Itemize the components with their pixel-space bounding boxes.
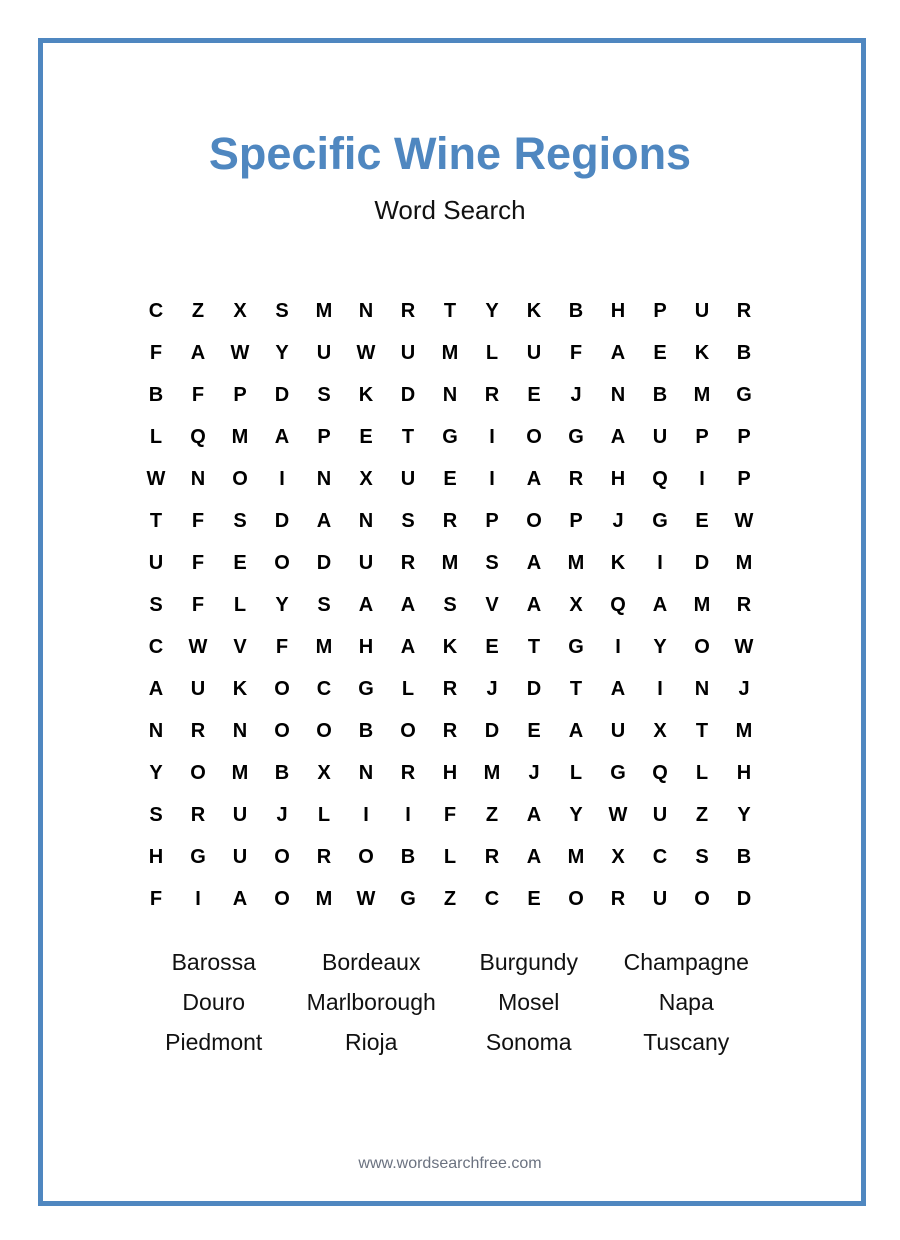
grid-letter: D <box>694 551 710 574</box>
grid-letter: N <box>442 383 458 406</box>
grid-letter: O <box>274 719 290 742</box>
grid-letter: X <box>359 467 373 490</box>
grid-letter: S <box>317 593 331 616</box>
grid-letter: S <box>233 509 247 532</box>
grid-letter: J <box>570 383 582 406</box>
grid-letter: R <box>400 551 416 574</box>
grid-letter: P <box>653 299 667 322</box>
grid-letter: A <box>526 593 542 616</box>
grid-letter: I <box>657 551 663 574</box>
grid-letter: E <box>695 509 709 532</box>
grid-letter: J <box>486 677 498 700</box>
grid-letter: Y <box>569 803 583 826</box>
letter-grid <box>135 290 765 920</box>
grid-letter: G <box>400 887 416 910</box>
grid-letter: Z <box>443 887 457 910</box>
grid-letter: I <box>489 467 495 490</box>
word-list-item: Marlborough <box>306 988 436 1015</box>
grid-letter: N <box>610 383 626 406</box>
grid-letter: E <box>485 635 499 658</box>
grid-letter: J <box>612 509 624 532</box>
grid-letter: U <box>652 803 668 826</box>
word-list-item: Napa <box>658 988 714 1015</box>
grid-letter: J <box>738 677 750 700</box>
grid-letter: L <box>695 761 709 784</box>
grid-letter: A <box>400 593 416 616</box>
grid-letter: X <box>611 845 625 868</box>
grid-letter: A <box>232 887 248 910</box>
grid-letter: I <box>615 635 621 658</box>
grid-letter: S <box>401 509 415 532</box>
grid-letter: N <box>190 467 206 490</box>
grid-letter: P <box>317 425 331 448</box>
grid-letter: B <box>358 719 374 742</box>
grid-letter: F <box>275 635 289 658</box>
grid-letter: W <box>356 341 376 364</box>
grid-letter: R <box>442 509 458 532</box>
grid-letter: P <box>485 509 499 532</box>
grid-letter: W <box>188 635 208 658</box>
grid-letter: D <box>736 887 752 910</box>
grid-letter: L <box>401 677 415 700</box>
grid-letter: V <box>485 593 499 616</box>
grid-letter: A <box>610 425 626 448</box>
grid-letter: A <box>274 425 290 448</box>
grid-letter: A <box>610 341 626 364</box>
grid-letter: R <box>442 677 458 700</box>
grid-letter: W <box>734 635 754 658</box>
grid-letter: M <box>693 593 711 616</box>
grid-letter: R <box>400 299 416 322</box>
grid-letter: B <box>274 761 290 784</box>
grid-letter: H <box>442 761 458 784</box>
word-list <box>135 942 765 1062</box>
grid-letter: G <box>358 677 374 700</box>
grid-letter: U <box>316 341 332 364</box>
word-list-item: Douro <box>182 988 246 1015</box>
grid-letter: B <box>400 845 416 868</box>
grid-letter: K <box>358 383 374 406</box>
grid-letter: O <box>274 677 290 700</box>
grid-letter: O <box>694 635 710 658</box>
grid-letter: F <box>443 803 457 826</box>
grid-letter: D <box>316 551 332 574</box>
grid-letter: T <box>569 677 583 700</box>
grid-letter: T <box>695 719 709 742</box>
grid-letter: W <box>356 887 376 910</box>
grid-letter: R <box>190 719 206 742</box>
grid-letter: B <box>736 341 752 364</box>
grid-letter: N <box>316 467 332 490</box>
grid-letter: M <box>315 299 333 322</box>
grid-letter: K <box>526 299 542 322</box>
grid-letter: D <box>274 383 290 406</box>
grid-letter: M <box>441 551 459 574</box>
page-title: Specific Wine Regions <box>208 128 692 179</box>
grid-letter: H <box>148 845 164 868</box>
grid-letter: X <box>653 719 667 742</box>
grid-letter: Y <box>275 341 289 364</box>
grid-letter: H <box>610 299 626 322</box>
grid-letter: G <box>652 509 668 532</box>
word-list-item: Bordeaux <box>322 948 421 975</box>
grid-letter: N <box>694 677 710 700</box>
grid-letter: S <box>149 593 163 616</box>
grid-letter: P <box>737 425 751 448</box>
grid-letter: A <box>568 719 584 742</box>
grid-letter: R <box>610 887 626 910</box>
grid-letter: S <box>695 845 709 868</box>
grid-letter: P <box>569 509 583 532</box>
grid-letter: U <box>526 341 542 364</box>
grid-letter: Q <box>190 425 206 448</box>
grid-letter: B <box>568 299 584 322</box>
grid-letter: A <box>526 803 542 826</box>
grid-letter: H <box>610 467 626 490</box>
grid-letter: X <box>317 761 331 784</box>
grid-letter: M <box>567 551 585 574</box>
grid-letter: O <box>190 761 206 784</box>
grid-letter: C <box>316 677 332 700</box>
grid-letter: A <box>652 593 668 616</box>
grid-letter: U <box>400 467 416 490</box>
word-list-item: Rioja <box>345 1028 398 1055</box>
grid-letter: O <box>274 845 290 868</box>
grid-letter: Y <box>275 593 289 616</box>
grid-letter: U <box>190 677 206 700</box>
grid-letter: A <box>148 677 164 700</box>
grid-letter: R <box>190 803 206 826</box>
grid-letter: D <box>400 383 416 406</box>
grid-letter: F <box>191 509 205 532</box>
word-list-item: Tuscany <box>643 1028 730 1055</box>
grid-letter: W <box>608 803 628 826</box>
grid-letter: Y <box>737 803 751 826</box>
grid-letter: M <box>735 551 753 574</box>
grid-letter: U <box>358 551 374 574</box>
grid-letter: F <box>191 551 205 574</box>
grid-letter: A <box>526 845 542 868</box>
grid-letter: U <box>652 887 668 910</box>
grid-letter: Q <box>652 761 668 784</box>
grid-letter: J <box>276 803 288 826</box>
grid-letter: I <box>657 677 663 700</box>
grid-letter: Q <box>652 467 668 490</box>
grid-letter: R <box>400 761 416 784</box>
grid-letter: B <box>148 383 164 406</box>
grid-letter: O <box>694 887 710 910</box>
grid-letter: K <box>232 677 248 700</box>
grid-letter: B <box>736 845 752 868</box>
grid-letter: G <box>610 761 626 784</box>
grid-letter: G <box>568 425 584 448</box>
grid-letter: U <box>232 845 248 868</box>
grid-letter: M <box>231 425 249 448</box>
grid-letter: H <box>358 635 374 658</box>
grid-letter: M <box>483 761 501 784</box>
grid-letter: T <box>527 635 541 658</box>
grid-letter: P <box>233 383 247 406</box>
grid-letter: U <box>232 803 248 826</box>
grid-letter: M <box>735 719 753 742</box>
grid-letter: M <box>315 635 333 658</box>
grid-letter: U <box>652 425 668 448</box>
grid-letter: T <box>443 299 457 322</box>
grid-letter: Q <box>610 593 626 616</box>
grid-letter: U <box>610 719 626 742</box>
word-list-item: Piedmont <box>165 1028 263 1055</box>
grid-letter: S <box>485 551 499 574</box>
grid-letter: E <box>527 719 541 742</box>
grid-letter: J <box>528 761 540 784</box>
grid-letter: O <box>526 509 542 532</box>
grid-letter: A <box>610 677 626 700</box>
grid-letter: G <box>736 383 752 406</box>
grid-letter: O <box>568 887 584 910</box>
grid-letter: D <box>484 719 500 742</box>
grid-letter: L <box>149 425 163 448</box>
grid-letter: N <box>358 299 374 322</box>
grid-letter: N <box>148 719 164 742</box>
grid-letter: O <box>274 887 290 910</box>
grid-letter: S <box>443 593 457 616</box>
grid-letter: E <box>653 341 667 364</box>
word-list-item: Barossa <box>171 948 256 975</box>
grid-letter: F <box>569 341 583 364</box>
grid-letter: N <box>358 761 374 784</box>
grid-letter: K <box>610 551 626 574</box>
grid-letter: M <box>315 887 333 910</box>
grid-letter: H <box>736 761 752 784</box>
grid-letter: S <box>317 383 331 406</box>
grid-letter: O <box>274 551 290 574</box>
grid-letter: I <box>699 467 705 490</box>
grid-letter: G <box>190 845 206 868</box>
grid-letter: E <box>443 467 457 490</box>
grid-letter: U <box>400 341 416 364</box>
grid-letter: Z <box>695 803 709 826</box>
grid-letter: R <box>316 845 332 868</box>
grid-letter: O <box>526 425 542 448</box>
grid-letter: M <box>231 761 249 784</box>
grid-letter: W <box>146 467 166 490</box>
grid-letter: A <box>316 509 332 532</box>
word-list-item: Sonoma <box>485 1028 572 1055</box>
grid-letter: F <box>191 593 205 616</box>
grid-letter: O <box>400 719 416 742</box>
grid-letter: L <box>443 845 457 868</box>
grid-letter: Y <box>653 635 667 658</box>
grid-letter: F <box>149 887 163 910</box>
grid-letter: K <box>442 635 458 658</box>
grid-letter: X <box>569 593 583 616</box>
grid-letter: U <box>694 299 710 322</box>
grid-letter: E <box>527 383 541 406</box>
grid-letter: V <box>233 635 247 658</box>
page-subtitle: Word Search <box>374 195 526 225</box>
grid-letter: T <box>401 425 415 448</box>
grid-letter: M <box>567 845 585 868</box>
grid-letter: K <box>694 341 710 364</box>
grid-letter: A <box>358 593 374 616</box>
grid-letter: Z <box>485 803 499 826</box>
grid-letter: W <box>230 341 250 364</box>
grid-letter: B <box>652 383 668 406</box>
grid-letter: R <box>736 593 752 616</box>
grid-letter: R <box>568 467 584 490</box>
grid-letter: I <box>195 887 201 910</box>
grid-letter: T <box>149 509 163 532</box>
grid-letter: C <box>484 887 500 910</box>
grid-letter: N <box>358 509 374 532</box>
grid-letter: R <box>484 383 500 406</box>
grid-letter: U <box>148 551 164 574</box>
grid-letter: P <box>737 467 751 490</box>
grid-letter: I <box>405 803 411 826</box>
grid-letter: A <box>526 551 542 574</box>
grid-letter: Z <box>191 299 205 322</box>
grid-letter: C <box>148 635 164 658</box>
footer-url: www.wordsearchfree.com <box>358 1155 542 1172</box>
grid-letter: Y <box>485 299 499 322</box>
grid-letter: A <box>190 341 206 364</box>
grid-letter: F <box>149 341 163 364</box>
grid-letter: S <box>275 299 289 322</box>
grid-letter: W <box>734 509 754 532</box>
grid-letter: L <box>485 341 499 364</box>
grid-letter: E <box>233 551 247 574</box>
grid-letter: L <box>233 593 247 616</box>
word-list-item: Burgundy <box>479 948 578 975</box>
grid-letter: I <box>363 803 369 826</box>
grid-letter: A <box>400 635 416 658</box>
grid-letter: L <box>569 761 583 784</box>
grid-letter: I <box>279 467 285 490</box>
grid-letter: D <box>526 677 542 700</box>
grid-letter: Y <box>149 761 163 784</box>
grid-letter: D <box>274 509 290 532</box>
grid-letter: X <box>233 299 247 322</box>
grid-letter: I <box>489 425 495 448</box>
grid-letter: M <box>441 341 459 364</box>
grid-letter: P <box>695 425 709 448</box>
grid-letter: R <box>442 719 458 742</box>
grid-letter: O <box>358 845 374 868</box>
grid-letter: L <box>317 803 331 826</box>
grid-letter: G <box>568 635 584 658</box>
grid-letter: C <box>652 845 668 868</box>
grid-letter: R <box>484 845 500 868</box>
grid-letter: R <box>736 299 752 322</box>
grid-letter: E <box>359 425 373 448</box>
word-list-item: Mosel <box>498 988 560 1015</box>
grid-letter: A <box>526 467 542 490</box>
grid-letter: M <box>693 383 711 406</box>
grid-letter: N <box>232 719 248 742</box>
grid-letter: O <box>316 719 332 742</box>
word-list-item: Champagne <box>623 948 749 975</box>
grid-letter: F <box>191 383 205 406</box>
grid-letter: S <box>149 803 163 826</box>
grid-letter: G <box>442 425 458 448</box>
grid-letter: E <box>527 887 541 910</box>
grid-letter: O <box>232 467 248 490</box>
grid-letter: C <box>148 299 164 322</box>
